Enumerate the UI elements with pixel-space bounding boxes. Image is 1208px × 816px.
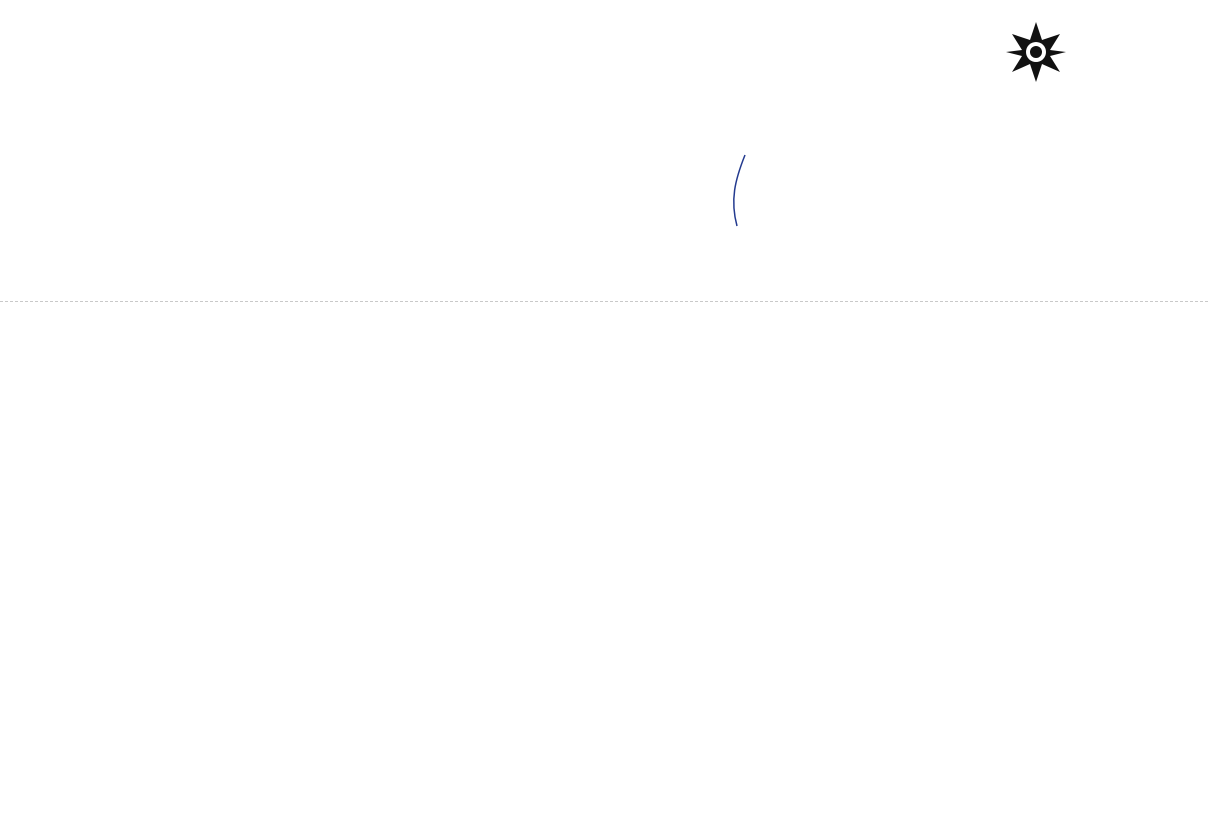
handwritten-arrow-stroke	[715, 150, 755, 230]
emblem-logo	[1004, 20, 1068, 84]
cut-line	[0, 301, 1208, 302]
